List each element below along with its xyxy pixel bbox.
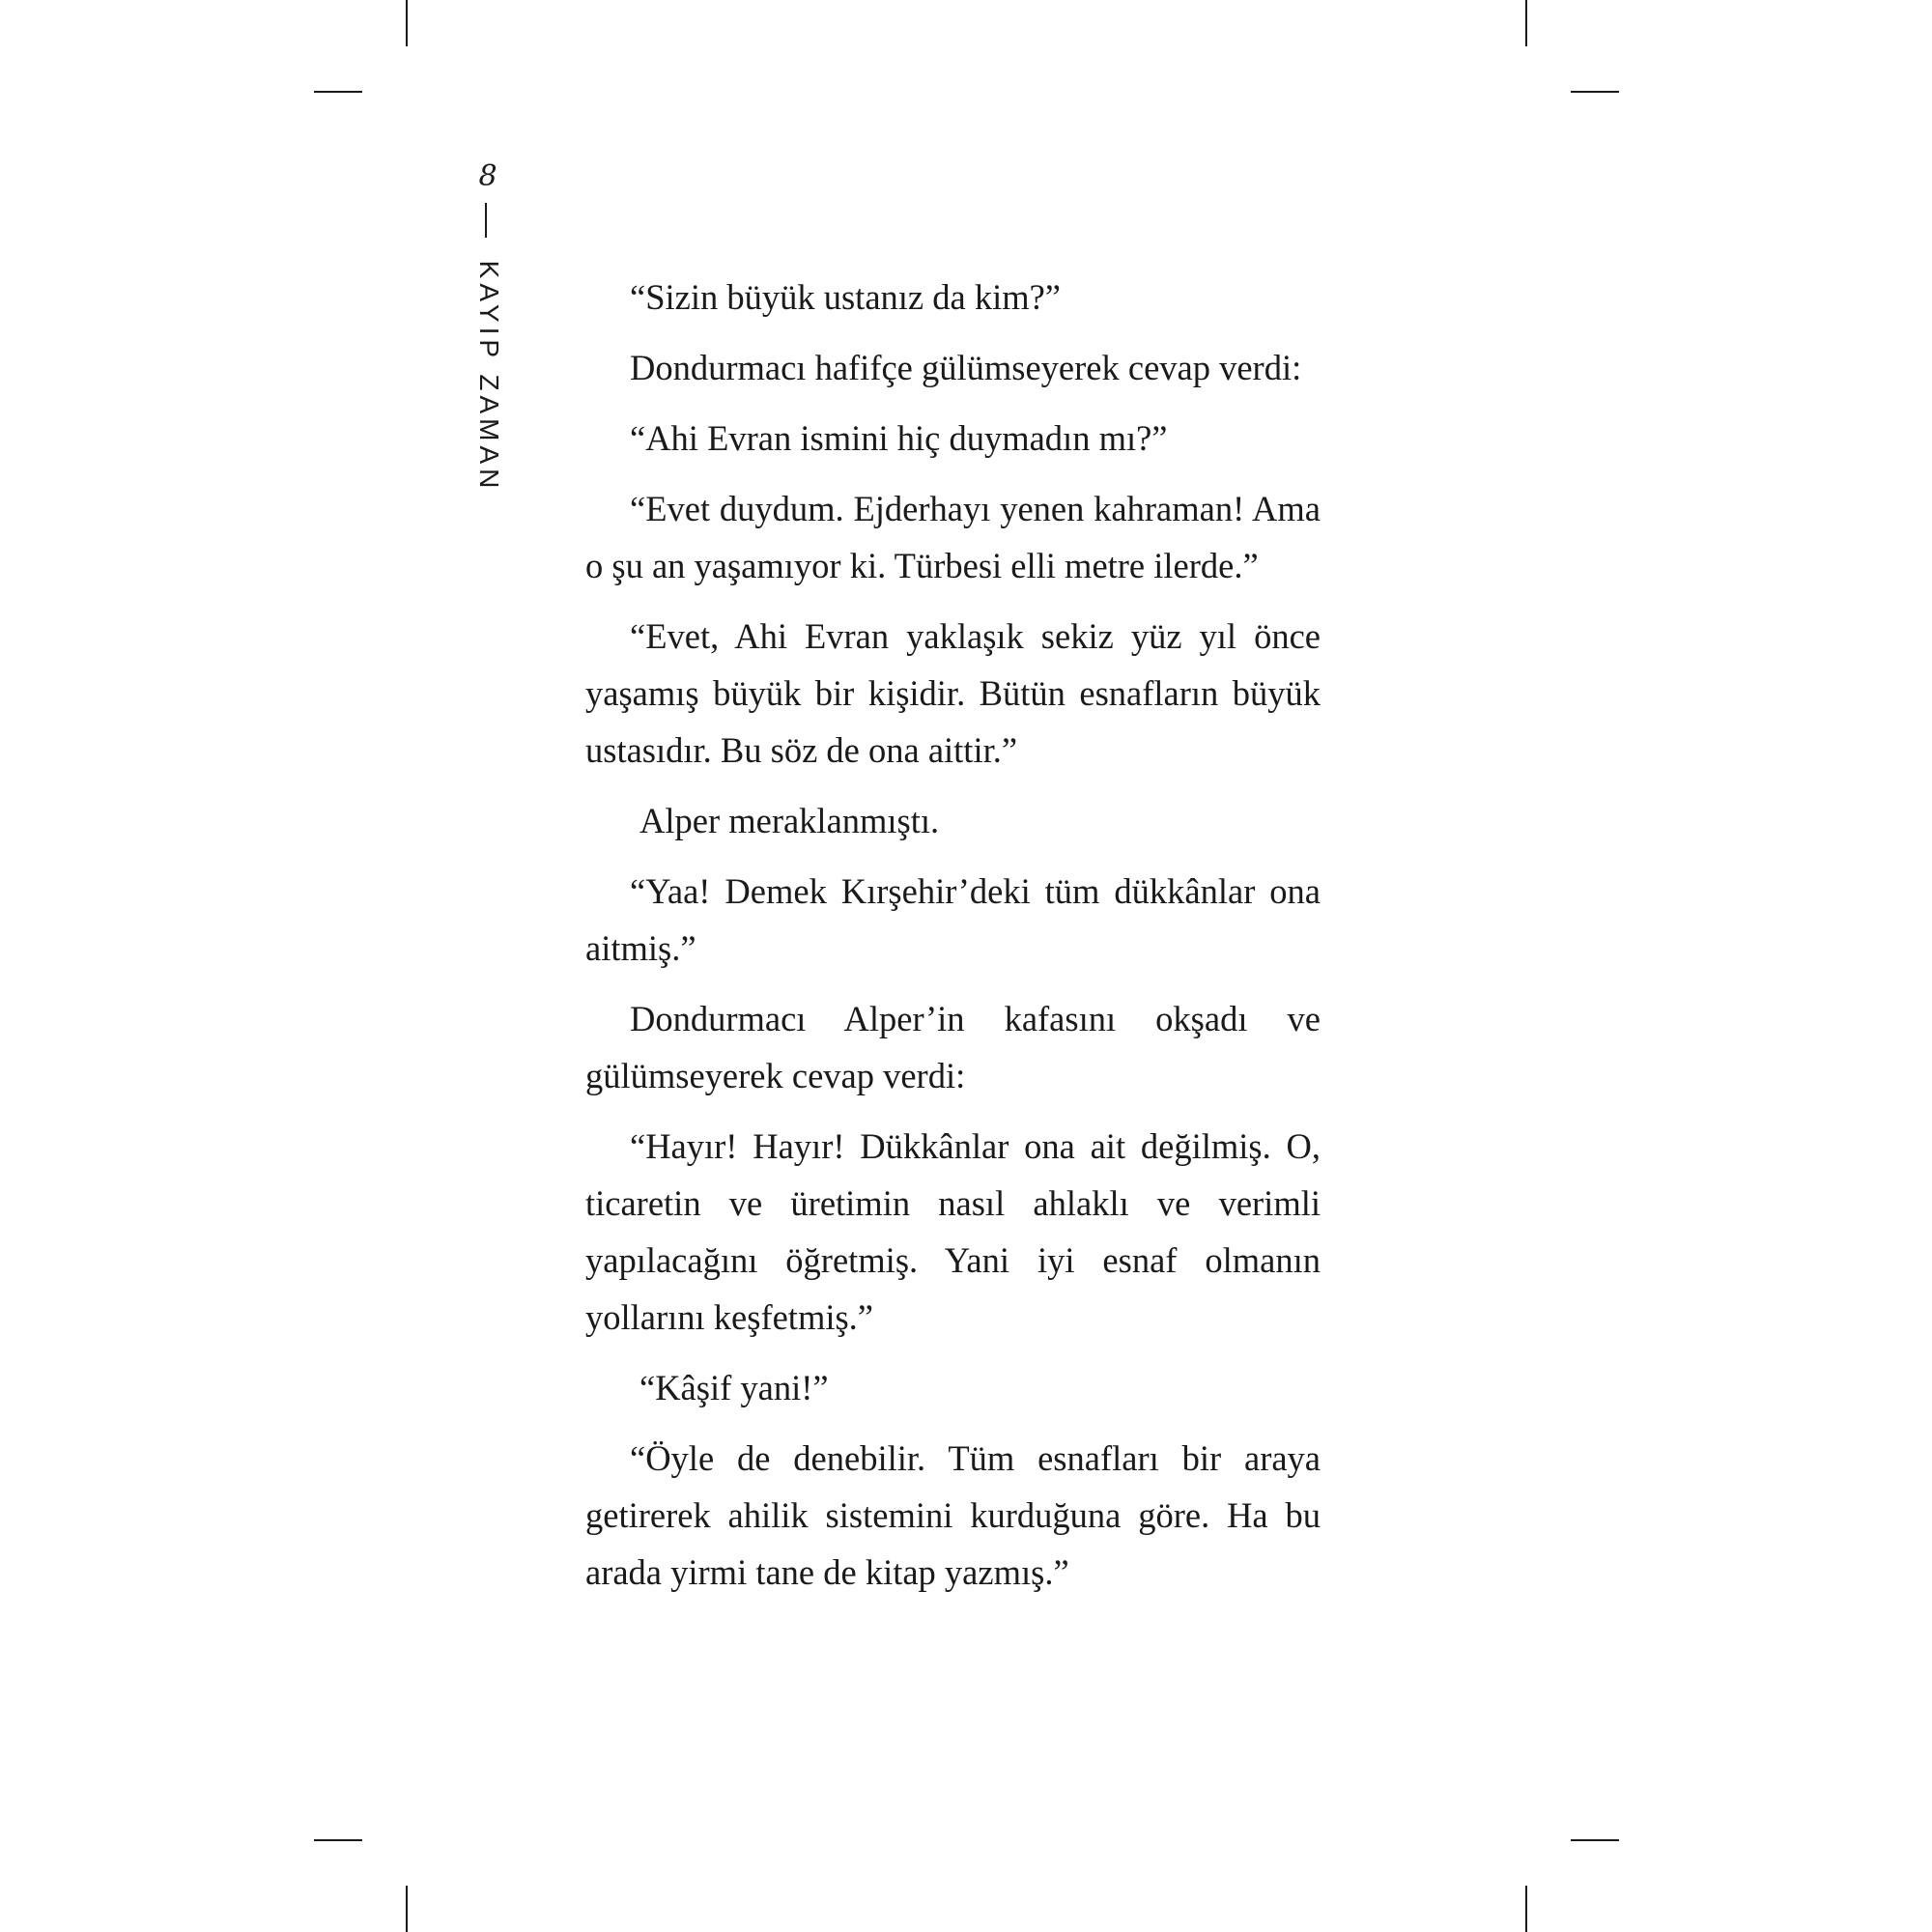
paragraph: Alper meraklanmıştı. xyxy=(639,801,940,840)
crop-mark-bottom-right xyxy=(1525,1886,1527,1932)
crop-mark-left-top xyxy=(314,91,362,93)
paragraph: “Yaa! Demek Kırşehir’deki tüm dükkânlar ona aitmiş.” xyxy=(585,871,1321,968)
paragraph: “Ahi Evran ismini hiç duymadın mı?” xyxy=(630,418,1168,458)
crop-mark-right-bottom xyxy=(1571,1839,1619,1841)
paragraph: “Evet, Ahi Evran yaklaşık sekiz yüz yıl önce yaşamış büyük bir kişidir. Bütün esnafların büyük ustasıdır. Bu söz de ona aittir.” xyxy=(585,616,1321,770)
running-head-divider xyxy=(485,203,487,238)
crop-mark-top-left xyxy=(406,0,408,46)
running-head xyxy=(473,159,504,494)
paragraph: Dondurmacı hafifçe gülümseyerek cevap verdi: xyxy=(630,348,1302,387)
crop-mark-right-top xyxy=(1571,91,1619,93)
crop-mark-top-right xyxy=(1525,0,1527,46)
crop-mark-left-bottom xyxy=(314,1839,362,1841)
book-title: KAYIP ZAMAN xyxy=(474,260,504,494)
paragraph: “Evet duydum. Ejderhayı yenen kahraman! Ama o şu an yaşamıyor ki. Türbesi elli metre ilerde.” xyxy=(585,489,1321,585)
paragraph: “Öyle de denebilir. Tüm esnafları bir araya getirerek ahilik sistemini kurduğuna göre. Ha bu arada yirmi tane de kitap yazmış.” xyxy=(585,1438,1321,1592)
paragraph: “Hayır! Hayır! Dükkânlar ona ait değilmiş. O, ticaretin ve üretimin nasıl ahlaklı ve verimli yapılacağını öğretmiş. Yani iyi esnaf olmanın yollarını keşfetmiş.” xyxy=(585,1126,1321,1337)
paragraph: Dondurmacı Alper’in kafasını okşadı ve gülümseyerek cevap verdi: xyxy=(585,999,1321,1095)
paragraph: “Kâşif yani!” xyxy=(639,1368,829,1407)
paragraph: “Sizin büyük ustanız da kim?” xyxy=(630,277,1062,317)
page-number: 8 xyxy=(478,159,497,193)
crop-mark-bottom-left xyxy=(406,1886,408,1932)
body-text xyxy=(585,269,1321,1614)
